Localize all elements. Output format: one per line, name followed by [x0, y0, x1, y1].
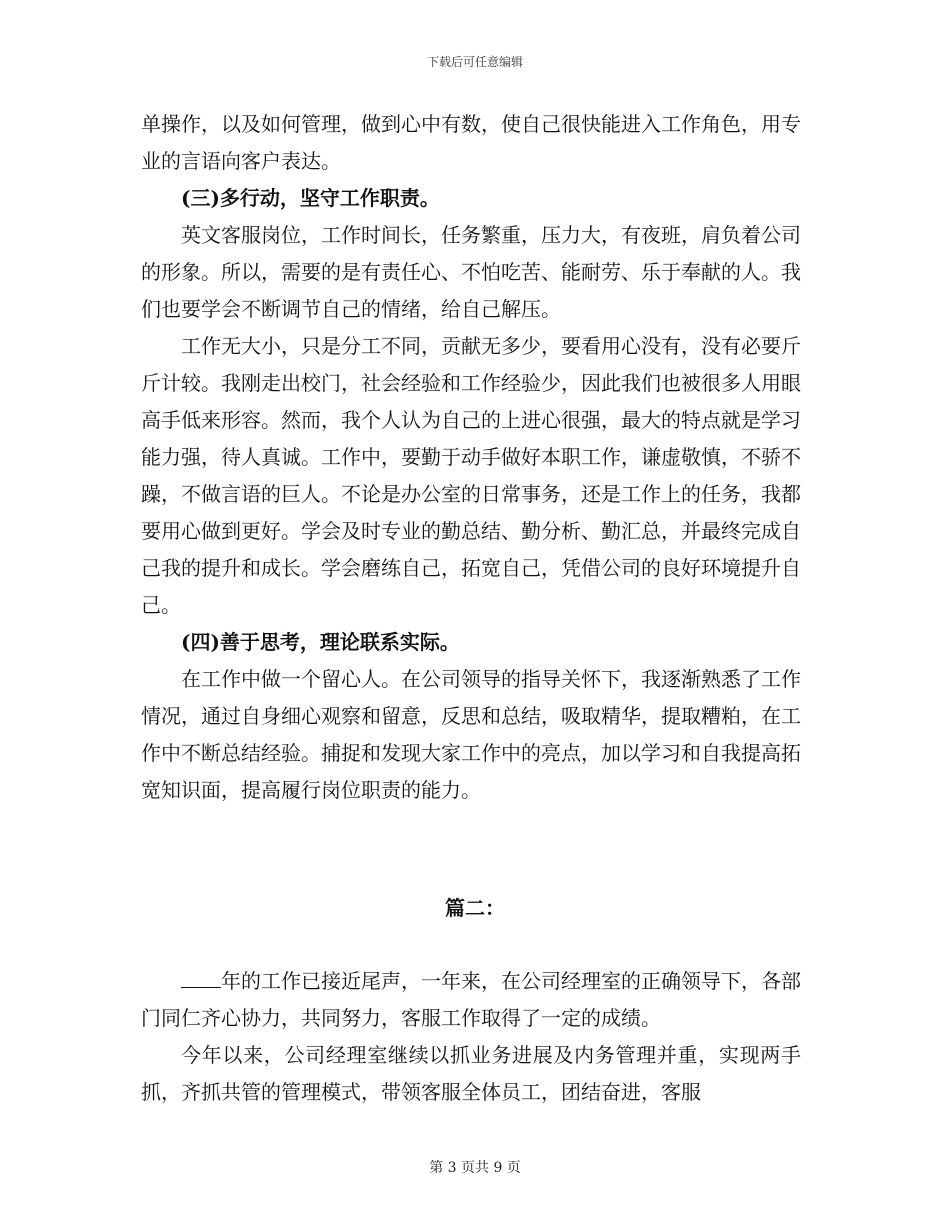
section-1-body [141, 106, 801, 809]
paragraph-s2-2: 今年以来，公司经理室继续以抓业务进展及内务管理并重，实现两手抓，齐抓共管的管理模式，带领客服全体员工，团结奋进，客服 [141, 1043, 801, 1104]
heading-4: (四)善于思考，理论联系实际。 [181, 630, 460, 654]
paragraph-s2-1-text: 年的工作已接近尾声，一年来，在公司经理室的正确领导下，各部门同仁齐心协力，共同努力，客服工作取得了一定的成绩。 [141, 969, 801, 1030]
paragraph-3b: 工作无大小，只是分工不同，贡献无多少，要看用心没有，没有必要斤斤计较。我刚走出校门，社会经验和工作经验少，因此我们也被很多人用眼高手低来形容。然而，我个人认为自己的上进心很强，最大的特点就是学习能力强，待人真诚。工作中，要勤于动手做好本职工作，谦虚敬慎，不骄不躁，不做言语的巨人。不论是办公室的日常事务，还是工作上的任务，我都要用心做到更好。学会及时专业的勤总结、勤分析、勤汇总，并最终完成自己我的提升和成长。学会磨练自己，拓宽自己，凭借公司的良好环境提升自己。 [141, 334, 801, 617]
section-2-title: 篇二： [445, 896, 505, 920]
paragraph-4: 在工作中做一个留心人。在公司领导的指导关怀下，我逐渐熟悉了工作情况，通过自身细心观察和留意，反思和总结，吸取精华，提取糟粕，在工作中不断总结经验。捕捉和发现大家工作中的亮点，加以学习和自我提高拓宽知识面，提高履行岗位职责的能力。 [141, 667, 801, 802]
section-2-body [141, 963, 801, 1111]
page-header: 下载后可任意编辑 [426, 55, 523, 69]
fill-blank [181, 969, 221, 988]
heading-3: (三)多行动，坚守工作职责。 [181, 186, 440, 210]
page-footer: 第 3 页共 9 页 [429, 1160, 521, 1176]
paragraph-3a: 英文客服岗位，工作时间长，任务繁重，压力大，有夜班，肩负着公司的形象。所以，需要的是有责任心、不怕吃苦、能耐劳、乐于奉献的人。我们也要学会不断调节自己的情绪，给自己解压。 [141, 223, 801, 321]
paragraph-continuation: 单操作，以及如何管理，做到心中有数，使自己很快能进入工作角色，用专业的言语向客户表达。 [141, 112, 801, 173]
paragraph-s2-1 [141, 963, 801, 1037]
